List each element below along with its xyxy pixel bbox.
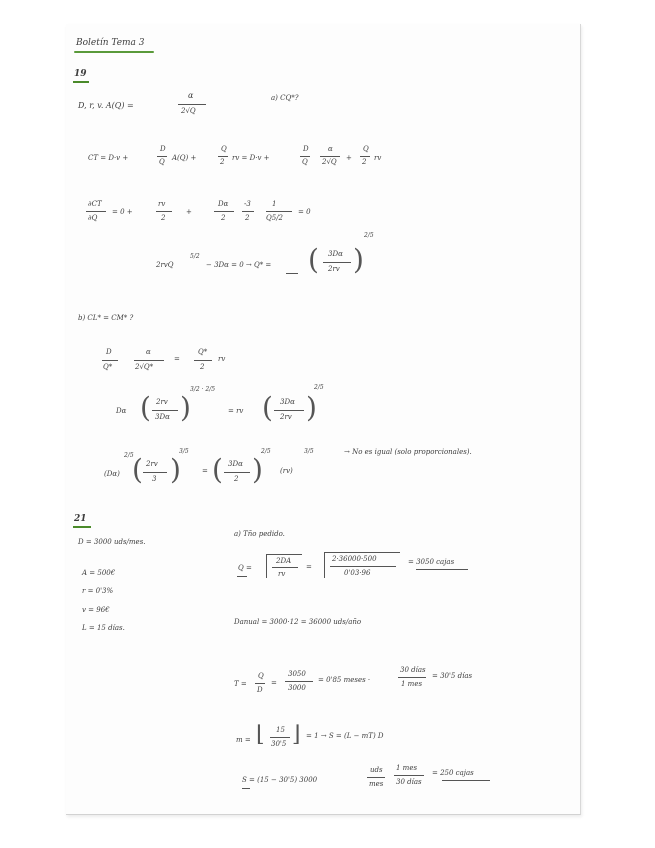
m-f-den: 30'5 (271, 740, 287, 748)
s-f1-num: uds (370, 766, 383, 774)
b1-h-den: Q* (103, 363, 113, 371)
b2-in-den: 3Dα (155, 413, 170, 421)
b3-r-den: 2 (234, 475, 239, 483)
s-f2-bar (394, 775, 424, 776)
t-f1-bar (255, 683, 265, 684)
solve-open-paren: ( (308, 243, 319, 276)
t-result: = 30'5 días (432, 672, 473, 680)
b3-r-open-paren: ( (212, 453, 223, 486)
t-eq: = (271, 679, 277, 687)
b2-out-bar (274, 410, 304, 411)
b3-in-num: 2rv (146, 460, 158, 468)
ct-f2-bar (218, 156, 228, 157)
deriv-num: ∂CT (88, 200, 102, 208)
b2-out-den: 2rv (280, 413, 292, 421)
solve-exp1: 5/2 (190, 253, 200, 260)
deriv-bar (86, 211, 106, 212)
deriv-g1-num: rv (158, 200, 166, 208)
b2-lead: Dα (116, 407, 127, 415)
t-f2-num: 3050 (288, 670, 306, 678)
ct-f3-bar (300, 156, 310, 157)
problem-19-number: 19 (74, 69, 87, 79)
b1-rv: rv (218, 355, 226, 363)
ct-f1-den: Q (159, 158, 165, 166)
sqrt-1-bar (266, 554, 267, 578)
problem-21-number: 21 (74, 514, 87, 524)
data-item-d: D = 3000 uds/mes. (78, 538, 146, 546)
b2-out-open-paren: ( (262, 391, 273, 424)
b1-h-bar (102, 360, 118, 361)
b3-note: → No es igual (solo proporcionales). (344, 448, 472, 456)
m-f-bar (270, 737, 290, 738)
title-underline (74, 51, 154, 53)
s-underline (242, 788, 250, 789)
solve-mid: − 3Dα = 0 → Q* = (206, 261, 272, 269)
q-result-underline (416, 569, 468, 570)
problem-19-given: D, r, v. A(Q) = (78, 101, 134, 110)
s-result-underline (442, 780, 490, 781)
s-result: = 250 cajas (432, 769, 474, 777)
t-f3-num: 30 días (400, 666, 426, 674)
ct-f5-den: 2 (362, 158, 367, 166)
b2-eq: = rv (228, 407, 244, 415)
s-f2-num: 1 mes (396, 764, 418, 772)
deriv-g2-den: 2 (221, 214, 226, 222)
b3-eq: = (202, 467, 208, 475)
deriv-g4-num: 1 (272, 200, 277, 208)
b3-in-den: 3 (152, 475, 157, 483)
t-f2-den: 3000 (288, 684, 306, 692)
b1-a-den: 2√Q* (135, 363, 154, 371)
deriv-g2-bar (214, 211, 234, 212)
problem-21-underline (73, 526, 91, 528)
b2-in-num: 2rv (156, 398, 168, 406)
b2-in-bar (152, 410, 178, 411)
sqrt-2-bar (324, 552, 325, 578)
problem-19-underline (73, 81, 89, 83)
b1-h-num: D (106, 348, 112, 356)
b1-eq: = (174, 355, 180, 363)
t-lhs: T = (234, 680, 247, 688)
m-floor-right: ⌋ (292, 722, 301, 747)
b3-close-paren: ) (170, 453, 181, 486)
q-s2-bar (330, 566, 396, 567)
b3-in-bar (143, 472, 167, 473)
ct-f2-den: 2 (220, 158, 225, 166)
s-lhs: S = (15 − 30'5) 3000 (242, 776, 318, 784)
deriv-g1-bar (156, 211, 172, 212)
b1-q-bar (194, 360, 212, 361)
t-f3-bar (398, 677, 426, 678)
aq-numerator: α (188, 91, 194, 100)
part-b-19: b) CL* = CM* ? (78, 314, 134, 322)
data-item-l: L = 15 días. (82, 624, 125, 632)
q-lhs: Q = (238, 564, 252, 572)
b2-out-num: 3Dα (280, 398, 295, 406)
aq-fraction-bar (178, 104, 206, 105)
ct-f3-num: D (303, 145, 309, 153)
deriv-end: = 0 (298, 208, 311, 216)
annual-demand: Danual = 3000·12 = 36000 uds/año (234, 618, 362, 626)
ct-lhs: CT = D·v + (88, 154, 129, 162)
b3-lead: (Dα) (104, 470, 120, 478)
deriv-g3-num: -3 (244, 200, 251, 208)
sqrt-2-top (324, 552, 400, 553)
m-lhs: m = (236, 736, 251, 744)
deriv-plus: + (186, 208, 192, 216)
deriv-g1-den: 2 (161, 214, 166, 222)
paper-sheet (66, 24, 581, 815)
m-mid: = 1 → S = (L − mT) D (306, 732, 384, 740)
q-s2-den: 0'03·96 (344, 569, 371, 577)
solve-f-bar (323, 262, 351, 263)
b3-r-close-paren: ) (252, 453, 263, 486)
ct-tail: rv (374, 154, 382, 162)
solve-close-paren: ) (353, 243, 364, 276)
data-item-v: v = 96€ (82, 606, 110, 614)
b1-q-num: Q* (198, 348, 208, 356)
b1-a-num: α (146, 348, 151, 356)
deriv-g3-den: 2 (245, 214, 250, 222)
ct-f1-num: D (160, 145, 166, 153)
b3-r-num: 3Dα (228, 460, 243, 468)
b2-open-paren: ( (140, 391, 151, 424)
b3-exp-rv: 3/5 (304, 448, 314, 455)
s-f1-den: mes (369, 780, 384, 788)
m-floor-left: ⌊ (256, 722, 265, 747)
b2-close-paren: ) (180, 391, 191, 424)
q-eq: = (306, 563, 312, 571)
ct-f1-bar (157, 156, 167, 157)
ct-f5-bar (360, 156, 370, 157)
solve-lhs: 2rvQ (156, 261, 174, 269)
b3-exp-left: 2/5 (124, 452, 134, 459)
q-s2-num: 2·36000·500 (332, 555, 377, 563)
q-s1-den: rv (278, 570, 286, 578)
ct-f4-den: 2√Q (322, 158, 337, 166)
b2-exp: 3/2 · 2/5 (190, 386, 216, 393)
b3-exp-in: 3/5 (179, 448, 189, 455)
ct-f4-num: α (328, 145, 333, 153)
s-f2-den: 30 días (396, 778, 422, 786)
q-s1-num: 2DA (276, 557, 292, 565)
t-f3-den: 1 mes (401, 680, 423, 688)
data-item-r: r = 0'3% (82, 587, 114, 595)
solve-f-num: 3Dα (328, 250, 343, 258)
ct-f2-num: Q (221, 145, 227, 153)
b3-exp-r: 2/5 (261, 448, 271, 455)
s-f1-bar (367, 777, 385, 778)
b2-out-close-paren: ) (306, 391, 317, 424)
solve-exp2: 2/5 (364, 232, 374, 239)
aq-denominator: 2√Q (181, 107, 196, 115)
m-f-num: 15 (276, 726, 285, 734)
sqrt-1-top (266, 554, 302, 555)
ct-mid1: A(Q) + (172, 154, 197, 162)
ct-plus: + (346, 154, 352, 162)
ct-f5-num: Q (363, 145, 369, 153)
deriv-g3-bar (242, 211, 254, 212)
t-f1-num: Q (258, 672, 264, 680)
b2-exp2: 2/5 (314, 384, 324, 391)
b3-open-paren: ( (132, 453, 143, 486)
ct-mid2: rv = D·v + (232, 154, 270, 162)
b3-rv: (rv) (280, 467, 293, 475)
t-f2-bar (285, 681, 313, 682)
ct-f3-den: Q (302, 158, 308, 166)
deriv-g2-num: Dα (218, 200, 229, 208)
t-mid: = 0'85 meses · (318, 676, 371, 684)
deriv-den: ∂Q (88, 214, 98, 222)
deriv-eq: = 0 + (112, 208, 133, 216)
b3-r-bar (224, 472, 250, 473)
t-f1-den: D (257, 686, 263, 694)
part-a-19: a) CQ*? (271, 94, 299, 102)
b1-q-den: 2 (200, 363, 205, 371)
page-title: Boletín Tema 3 (76, 38, 145, 48)
data-item-a: A = 500€ (82, 569, 116, 577)
ct-f4-bar (320, 156, 340, 157)
b1-a-bar (134, 360, 164, 361)
q-underline (237, 576, 247, 577)
q-result: = 3050 cajas (408, 558, 455, 566)
part-a-21: a) Tño pedido. (234, 530, 285, 538)
q-s1-bar (272, 567, 298, 568)
deriv-g4-bar (266, 211, 292, 212)
deriv-g4-den: Q5/2 (266, 214, 284, 222)
solve-f-den: 2rv (328, 265, 340, 273)
qstar-underline (286, 273, 298, 274)
